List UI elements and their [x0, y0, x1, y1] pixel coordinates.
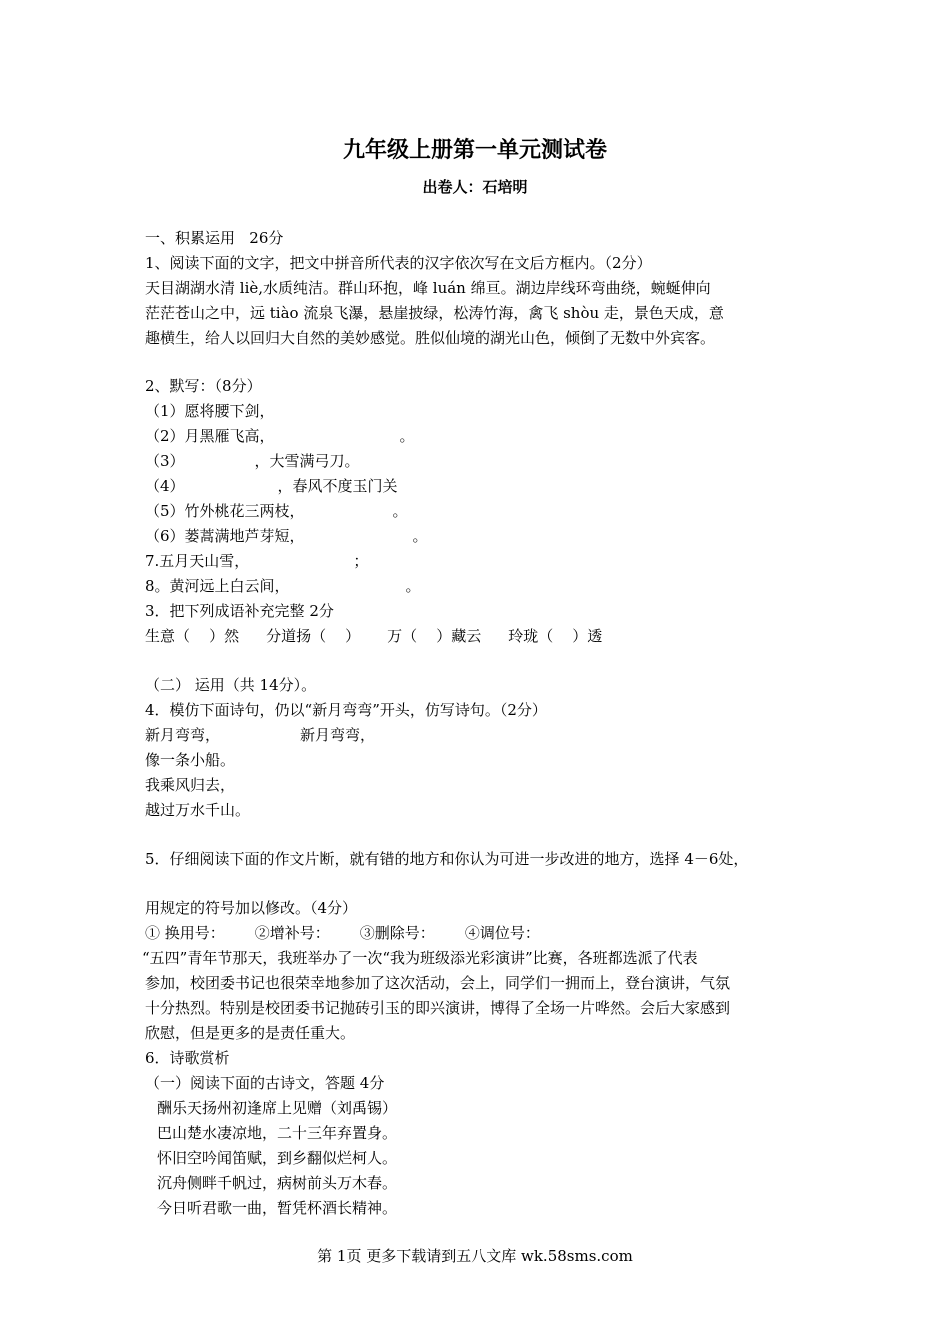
q5-passage-line: 参加，校团委书记也很荣幸地参加了这次活动，会上，同学们一拥而上，登台演讲，气氛	[145, 974, 731, 992]
q4-poem-line: 像一条小船。	[145, 751, 236, 769]
q4-poem-line: 新月弯弯， 新月弯弯，	[145, 726, 376, 744]
q1-passage-line: 茫茫苍山之中，远 tiào 流泉飞瀑，悬崖披绿，松涛竹海，禽飞 shòu 走，景色天成，意	[145, 304, 724, 322]
author-line: 出卷人：石培明	[422, 178, 528, 196]
q5-passage-line: “五四”青年节那天，我班举办了一次“我为班级添光彩演讲”比赛，各班都选派了代表	[142, 949, 698, 967]
q1-prompt: 1、阅读下面的文字，把文中拼音所代表的汉字依次写在文后方框内。（2分）	[145, 254, 652, 272]
idiom-item: 万（ ）藏云	[387, 627, 482, 645]
idiom-item: 玲珑（ ）透	[508, 627, 603, 645]
q5-prompt-cont: 用规定的符号加以修改。（4分）	[145, 899, 358, 917]
q5-passage-line: 欣慰，但是更多的是责任重大。	[145, 1024, 356, 1042]
q5-passage-line: 十分热烈。特别是校团委书记抛砖引玉的即兴演讲，博得了全场一片哗然。会后大家感到	[145, 999, 731, 1017]
q6-prompt: 6．诗歌赏析	[145, 1049, 230, 1067]
section2-heading: （二） 运用（共 14分）。	[145, 676, 317, 694]
page-title: 九年级上册第一单元测试卷	[342, 137, 607, 163]
q5-prompt: 5．仔细阅读下面的作文片断，就有错的地方和你认为可进一步改进的地方，选择 4－6处，	[145, 850, 749, 868]
q4-poem-line: 越过万水千山。	[145, 801, 251, 819]
q4-prompt: 4．模仿下面诗句，仍以“新月弯弯”开头，仿写诗句。（2分）	[145, 701, 547, 719]
poem-title: 酬乐天扬州初逢席上见赠（刘禹锡）	[157, 1099, 398, 1117]
q5-symbols: ① 换用号： ②增补号： ③删除号： ④调位号：	[145, 924, 540, 942]
poem-line: 巴山楚水凄凉地，二十三年弃置身。	[157, 1124, 398, 1142]
q2-item: （2）月黑雁飞高， 。	[145, 427, 415, 445]
idiom-item: 生意（ ）然	[145, 627, 240, 645]
q2-prompt: 2、默写：（8分）	[145, 377, 262, 395]
q1-passage-line: 趣横生，给人以回归大自然的美妙感觉。胜似仙境的湖光山色，倾倒了无数中外宾客。	[145, 329, 716, 347]
q2-item: （6）蒌蒿满地芦芽短， 。	[145, 527, 428, 545]
q3-idioms	[145, 626, 602, 646]
section1-heading: 一、积累运用 26分	[145, 229, 284, 247]
idiom-item: 分道扬（ ）	[266, 627, 361, 645]
q4-poem-line: 我乘风归去，	[145, 776, 236, 794]
page-footer: 第 1页 更多下载请到五八文库 wk.58sms.com	[317, 1247, 633, 1265]
q2-item: 8。黄河远上白云间， 。	[145, 577, 421, 595]
q2-item: （3） ，大雪满弓刀。	[145, 452, 360, 470]
poem-line: 今日听君歌一曲，暂凭杯酒长精神。	[157, 1199, 398, 1217]
poem-line: 沉舟侧畔千帆过，病树前头万木春。	[157, 1174, 398, 1192]
poem-line: 怀旧空吟闻笛赋，到乡翻似烂柯人。	[157, 1149, 398, 1167]
q1-passage-line: 天目湖湖水清 liè,水质纯洁。群山环抱，峰 luán 绵亘。湖边岸线环弯曲绕，蜿蜒伸向	[145, 279, 711, 297]
q3-prompt: 3．把下列成语补充完整 2分	[145, 602, 334, 620]
q2-item: 7.五月天山雪， ；	[145, 552, 369, 570]
q2-item: （1）愿将腰下剑，	[145, 402, 275, 420]
q2-item: （4） ，春风不度玉门关	[145, 477, 398, 495]
q6-subprompt: （一）阅读下面的古诗文，答题 4分	[145, 1074, 385, 1092]
q2-item: （5）竹外桃花三两枝， 。	[145, 502, 408, 520]
